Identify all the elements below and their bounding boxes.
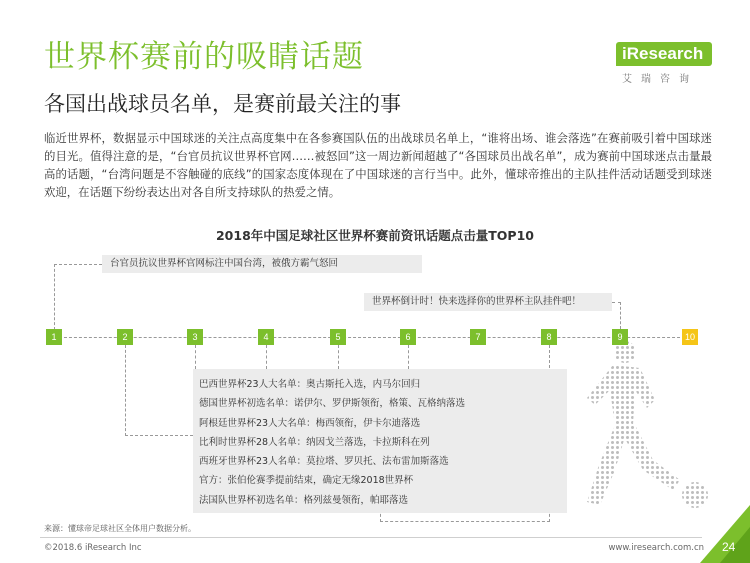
rank-marker-5: 5 [330, 329, 346, 345]
page-number: 24 [722, 540, 736, 554]
website-url: www.iresearch.com.cn [608, 543, 704, 553]
topic-rank-6: 西班牙世界杯23人名单：莫拉塔、罗贝托、法布雷加斯落选 [199, 456, 449, 468]
connector-6 [408, 345, 409, 369]
connector-5 [338, 345, 339, 369]
connector-3 [195, 345, 196, 369]
connector-9-horizontal [612, 302, 621, 303]
topic-rank-3: 德国世界杯初选名单：诺伊尔、罗伊斯领衔，格策、瓦格纳落选 [199, 398, 466, 410]
connector-2 [125, 345, 193, 436]
ranks-2-to-8-box [193, 369, 567, 513]
soccer-player-illustration [555, 330, 720, 520]
rank-marker-4: 4 [258, 329, 274, 345]
iresearch-logo [616, 42, 726, 88]
topic-rank-4: 阿根廷世界杯23人大名单：梅西领衔，伊卡尔迪落选 [199, 417, 421, 429]
topic-rank-7: 官方：张伯伦赛季提前结束，确定无缘2018世界杯 [199, 475, 414, 487]
connector-1-horizontal [54, 264, 102, 265]
footer-divider [40, 537, 702, 538]
page-title: 世界杯赛前的吸睛话题 [44, 39, 364, 75]
intro-paragraph: 临近世界杯，数据显示中国球迷的关注点高度集中在各参赛国队伍的出战球员名单上，“谁将出场、谁会落选”在赛前吸引着中国球迷的目光。值得注意的是，“台官员抗议世界杯官网……被怒回”这一周边新闻超越了“各国球员出战名单”，成为赛前中国球迷点击量最高的话题，“台湾问题是不容触碰的底线”的国家态度体现在了中国球迷的言行当中。此外，懂球帝推出的主队挂件活动话题受到球迷欢迎，在话题下纷纷表达出对各自所支持球队的热爱之情。 [44, 131, 712, 199]
page-corner-decoration [700, 505, 750, 563]
rank-marker-1: 1 [46, 329, 62, 345]
callout-rank-9: 世界杯倒计时！快来选择你的世界杯主队挂件吧！ [364, 293, 612, 311]
page-subtitle: 各国出战球员名单，是赛前最关注的事 [44, 92, 401, 116]
rank-marker-9: 9 [612, 329, 628, 345]
copyright: ©2018.6 iResearch Inc [44, 543, 142, 553]
rank-marker-7: 7 [470, 329, 486, 345]
connector-4 [266, 345, 267, 369]
topic-rank-2: 巴西世界杯23人大名单：奥古斯托入选，内马尔回归 [199, 379, 421, 390]
rank-marker-6: 6 [400, 329, 416, 345]
topic-rank-8: 法国队世界杯初选名单：格列兹曼领衔，帕耶落选 [199, 494, 409, 506]
rank-marker-2: 2 [117, 329, 133, 345]
timeline-line [54, 337, 690, 338]
topic-rank-5: 比利时世界杯28人名单：纳因戈兰落选，卡拉斯科在列 [199, 436, 430, 448]
logo-name: iResearch [622, 44, 704, 63]
connector-1-vertical [54, 264, 55, 330]
rank-marker-8: 8 [541, 329, 557, 345]
chart-title: 2018年中国足球社区世界杯赛前资讯话题点击量TOP10 [215, 228, 534, 243]
rank-marker-3: 3 [187, 329, 203, 345]
source-note: 来源：懂球帝足球社区全体用户数据分析。 [44, 524, 196, 533]
rank-marker-10: 10 [682, 329, 698, 345]
logo-subtitle: 艾瑞咨询 [622, 74, 698, 85]
callout-rank-1: 台官员抗议世界杯官网标注中国台湾，被俄方霸气怒回 [102, 255, 422, 273]
connector-9-vertical [620, 302, 621, 329]
